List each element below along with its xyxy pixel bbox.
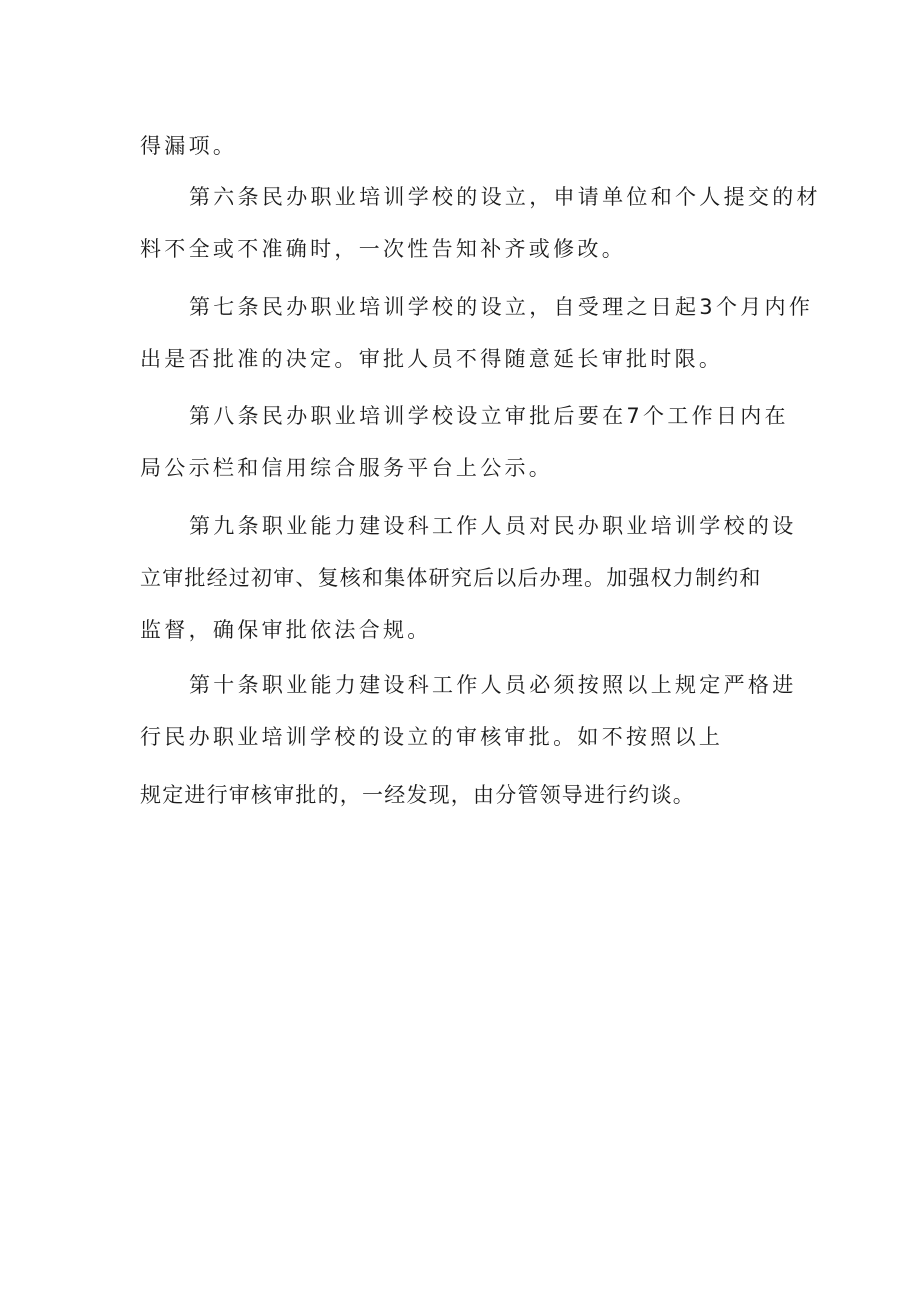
text-line-12: 行民办职业培训学校的设立的审核审批。如不按照以上 xyxy=(140,725,724,749)
text-line-8: 第九条职业能力建设科工作人员对民办职业培训学校的设 xyxy=(189,514,797,538)
text-line-13: 规定进行审核审批的，一经发现，由分管领导进行约谈。 xyxy=(140,783,695,807)
text-line-1: 得漏项。 xyxy=(140,134,238,158)
text-line-11: 第十条职业能力建设科工作人员必须按照以上规定严格进 xyxy=(189,673,797,697)
text-line-3: 料不全或不准确时，一次性告知补齐或修改。 xyxy=(140,237,626,261)
text-line-2: 第六条民办职业培训学校的设立，申请单位和个人提交的材 xyxy=(189,185,821,209)
text-line-10: 监督，确保审批依法合规。 xyxy=(140,618,432,642)
text-line-6: 第八条民办职业培训学校设立审批后要在7个工作日内在 xyxy=(189,404,789,428)
text-line-7: 局公示栏和信用综合服务平台上公示。 xyxy=(140,456,554,480)
text-line-9: 立审批经过初审、复核和集体研究后以后办理。加强权力制约和 xyxy=(140,566,762,590)
text-line-5: 出是否批准的决定。审批人员不得随意延长审批时限。 xyxy=(140,347,724,371)
text-line-4: 第七条民办职业培训学校的设立，自受理之日起3个月内作 xyxy=(189,295,814,319)
